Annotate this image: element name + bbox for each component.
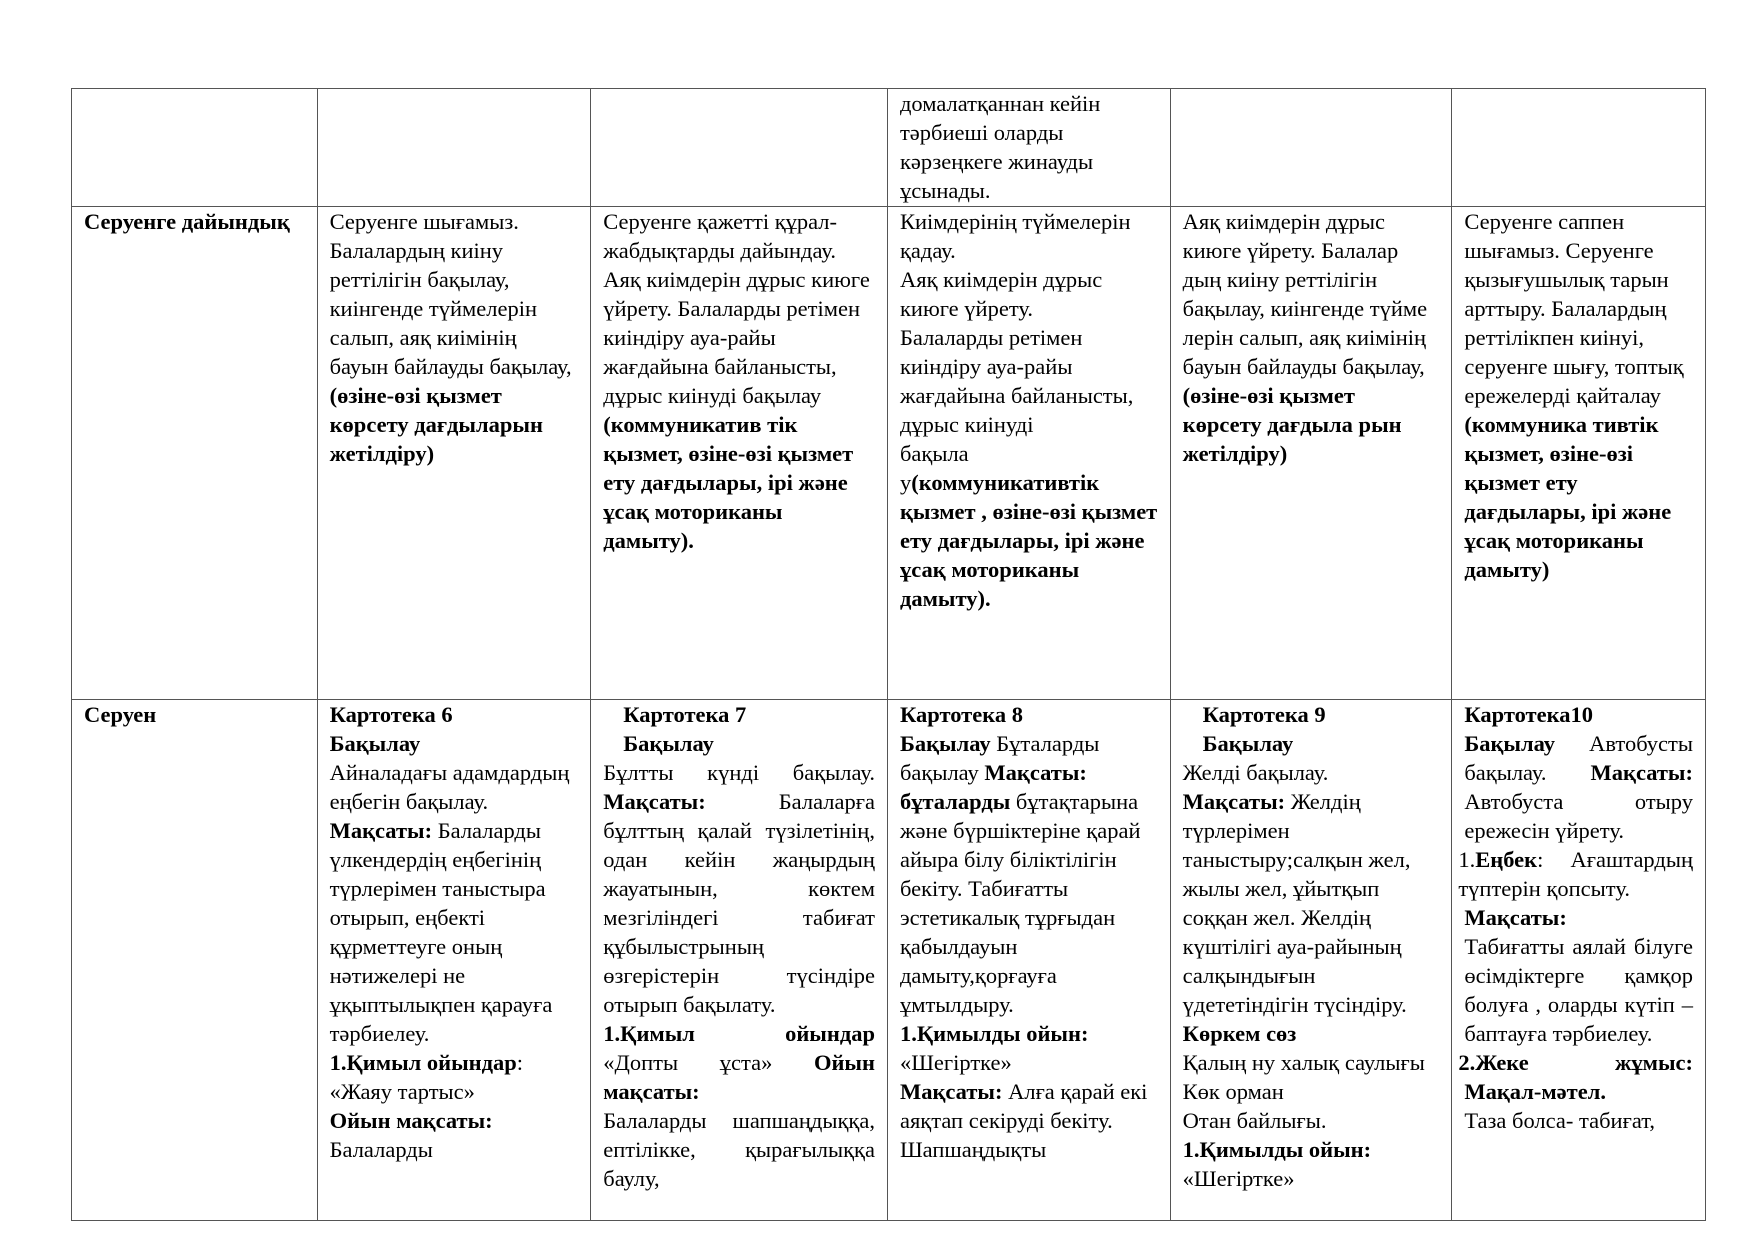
cell-line: Киімдерінің түймелерін қадау. (899, 209, 1131, 263)
table-cell (317, 207, 591, 700)
goal-text: Автобуста отыру ережесін үйрету. (1464, 789, 1693, 843)
cell-bold-text: (өзіне-өзі қызмет көрсету дағдыларын жетілдіру) (329, 383, 543, 466)
goal2-text: Табиғатты аялай білуге өсімдіктерге қамқор болуға , оларды күтіп – баптауға тәрбиелеу. (1464, 934, 1693, 1046)
game-label: 1.Қимылды ойын: (1182, 1137, 1372, 1162)
goal-label: Мақсаты: (1590, 760, 1693, 785)
observation-label: Бақылау (329, 731, 421, 756)
observation-label: Бақылау (623, 731, 714, 756)
table-row (72, 207, 1706, 700)
row-label-cell (72, 89, 318, 207)
table-cell (1452, 207, 1706, 700)
proverb-text: Таза болса- табиғат, (1464, 1108, 1655, 1133)
goal-text: бұтақтарына және бүршіктеріне қарай айыра білу біліктілігін бекіту. Табиғатты эстетикалық тұрғыдан қабылдауын дамыту,қорғауға ұмтылдыру. (899, 789, 1141, 1017)
table-cell (1452, 700, 1706, 1221)
table-cell (591, 207, 888, 700)
card-title: Картотека 9 (1202, 702, 1326, 727)
row-label-cell (72, 700, 318, 1221)
goal-label: Мақсаты: (329, 818, 433, 843)
cell-line: Аяқ киімдерін дұрыс киюге үйрету. (899, 267, 1103, 321)
goal-text: Желдің түрлерімен таныстыру;салқын жел, жылы жел, ұйытқып соққан жел. Желдің күштілігі ауа-райының салқындығын үдететіндігін түсіндіру. (1182, 789, 1411, 1017)
row-label: Серуен (84, 702, 157, 727)
game-goal-text: Балаларды (329, 1137, 433, 1162)
table-cell (1170, 89, 1452, 207)
proverb-label: Мақал-мәтел. (1464, 1079, 1606, 1104)
card-title: Картотека 8 (899, 702, 1023, 727)
art-line: Көк орман (1182, 1079, 1284, 1104)
game-name: «Жаяу тартыс» (329, 1079, 475, 1104)
table-cell (887, 89, 1170, 207)
cell-text: Серуенге саппен шығамыз. Серуенге қызығушылық тарын арттыру. Балалардың реттілікпен киінуі, серуенге шығу, топтық ережелерді қайталау (1464, 209, 1684, 408)
art-line: Отан байлығы. (1182, 1108, 1327, 1133)
game-goal-text: Балаларды шапшаңдыққа, ептілікке, қырағылыққа баулу, (603, 1108, 875, 1191)
goal-text: Балаларды үлкендердің еңбегінің түрлерімен таныстыра отырып, еңбекті құрметтеуге оның нәтижелері не ұқыптылықпен қарауға тәрбиелеу. (329, 818, 553, 1046)
cell-text: Аяқ киімдерін дұрыс киюге үйрету. Балалар дың киіну реттілігін бақылау, киінгенде түйме лерін салып, аяқ киімінің бауын байлауды бақылау, (1182, 209, 1428, 379)
game-label: 1.Қимыл ойындар (329, 1050, 517, 1075)
table-cell (317, 89, 591, 207)
goal-label: Мақсаты: (603, 789, 706, 814)
table-cell (887, 700, 1170, 1221)
cell-line: Балаларды ретімен киіндіру ауа-райы жағдайына байланысты, дұрыс киінуді (899, 325, 1134, 437)
observation-text: Желді бақылау. (1182, 760, 1329, 785)
game-label: 1.Қимыл ойындар (603, 1021, 875, 1046)
table-cell (591, 89, 888, 207)
daily-plan-table (71, 88, 1706, 1221)
work-label: Еңбек (1475, 847, 1538, 872)
observation-label: Бақылау (1464, 731, 1555, 756)
goal-label: Мақсаты: (1182, 789, 1286, 814)
goal2-label: Мақсаты: (1464, 905, 1567, 930)
work-text: : Ағаштардың түптерін қопсыту. (1458, 847, 1693, 901)
game-name: «Шегіртке» (899, 1050, 1012, 1075)
art-line: Қалың ну халық саулығы (1182, 1050, 1425, 1075)
observation-text: Айналадағы адамдардың еңбегін бақылау. (329, 760, 570, 814)
table-cell (1170, 700, 1452, 1221)
observation-text: Бұлтты күнді бақылау. (603, 760, 875, 785)
individual-label: Жеке жұмыс: (1475, 1050, 1693, 1075)
card-title: Картотека10 (1464, 702, 1593, 727)
table-cell (887, 207, 1170, 700)
row-label-cell (72, 207, 318, 700)
game-goal-label: Мақсаты: (899, 1079, 1003, 1104)
card-title: Картотека 6 (329, 702, 453, 727)
work-number: 1. (1458, 847, 1476, 872)
game-goal-text: Алға қарай екі аяқтап секіруді бекіту. Шапшаңдықты (899, 1079, 1148, 1162)
game-label: 1.Қимылды ойын: (899, 1021, 1089, 1046)
cell-text: Серуенге шығамыз. Балалардың киіну реттілігін бақылау, киінгенде түймелерін салып, аяқ киімінің бауын байлауды бақылау, (329, 209, 572, 379)
cell-text: домалатқаннан кейін тәрбиеші оларды кәрзеңкеге жинауды ұсынады. (899, 91, 1101, 203)
game-name: «Допты ұста» (603, 1050, 814, 1075)
observation-label: Бақылау (899, 731, 991, 756)
game-goal-label: Ойын мақсаты: (603, 1050, 875, 1104)
table-cell (317, 700, 591, 1221)
table-row (72, 89, 1706, 207)
cell-bold-text: (коммуникативтік қызмет , өзіне-өзі қызмет ету дағдылары, ірі және ұсақ моториканы дамыту). (899, 470, 1158, 611)
observation-text: Автобусты бақылау. (1464, 731, 1693, 785)
cell-bold-text: (коммуника тивтік қызмет, өзіне-өзі қызмет ету дағдылары, ірі және ұсақ моториканы дамыту) (1464, 412, 1672, 582)
art-label: Көркем сөз (1182, 1021, 1297, 1046)
goal-text: Балаларға бұлттың қалай түзілетінің, одан кейін жаңырдың жауатынын, көктем мезгіліндегі табиғат құбылыстрының өзгерістерін түсіндіре отырып бақылату. (603, 789, 875, 1017)
cell-text: у (899, 470, 912, 495)
table-cell (1170, 207, 1452, 700)
cell-line: бақыла (899, 441, 969, 466)
card-title: Картотека 7 (623, 702, 747, 727)
table-cell (1452, 89, 1706, 207)
game-colon: : (516, 1050, 524, 1075)
cell-bold-text: (коммуникатив тік қызмет, өзіне-өзі қызмет ету дағдылары, ірі және ұсақ моториканы дамыту). (603, 412, 854, 553)
row-label: Серуенге дайындық (84, 209, 290, 234)
observation-label: Бақылау (1202, 731, 1294, 756)
cell-text: Серуенге қажетті құрал-жабдықтарды дайындау. Аяқ киімдерін дұрыс киюге үйрету. Балаларды ретімен киіндіру ауа-райы жағдайына байланысты, дұрыс киінуді бақылау (603, 209, 870, 408)
cell-bold-text: (өзіне-өзі қызмет көрсету дағдыла рын жетілдіру) (1182, 383, 1402, 466)
game-name: «Шегіртке» (1182, 1166, 1295, 1191)
goal-label: Мақсаты: бұталарды (899, 760, 1087, 814)
game-goal-label: Ойын мақсаты: (329, 1108, 493, 1133)
individual-number: 2. (1458, 1050, 1476, 1075)
table-row (72, 700, 1706, 1221)
observation-text: Бұталарды бақылау (899, 731, 1100, 785)
table-cell (591, 700, 888, 1221)
